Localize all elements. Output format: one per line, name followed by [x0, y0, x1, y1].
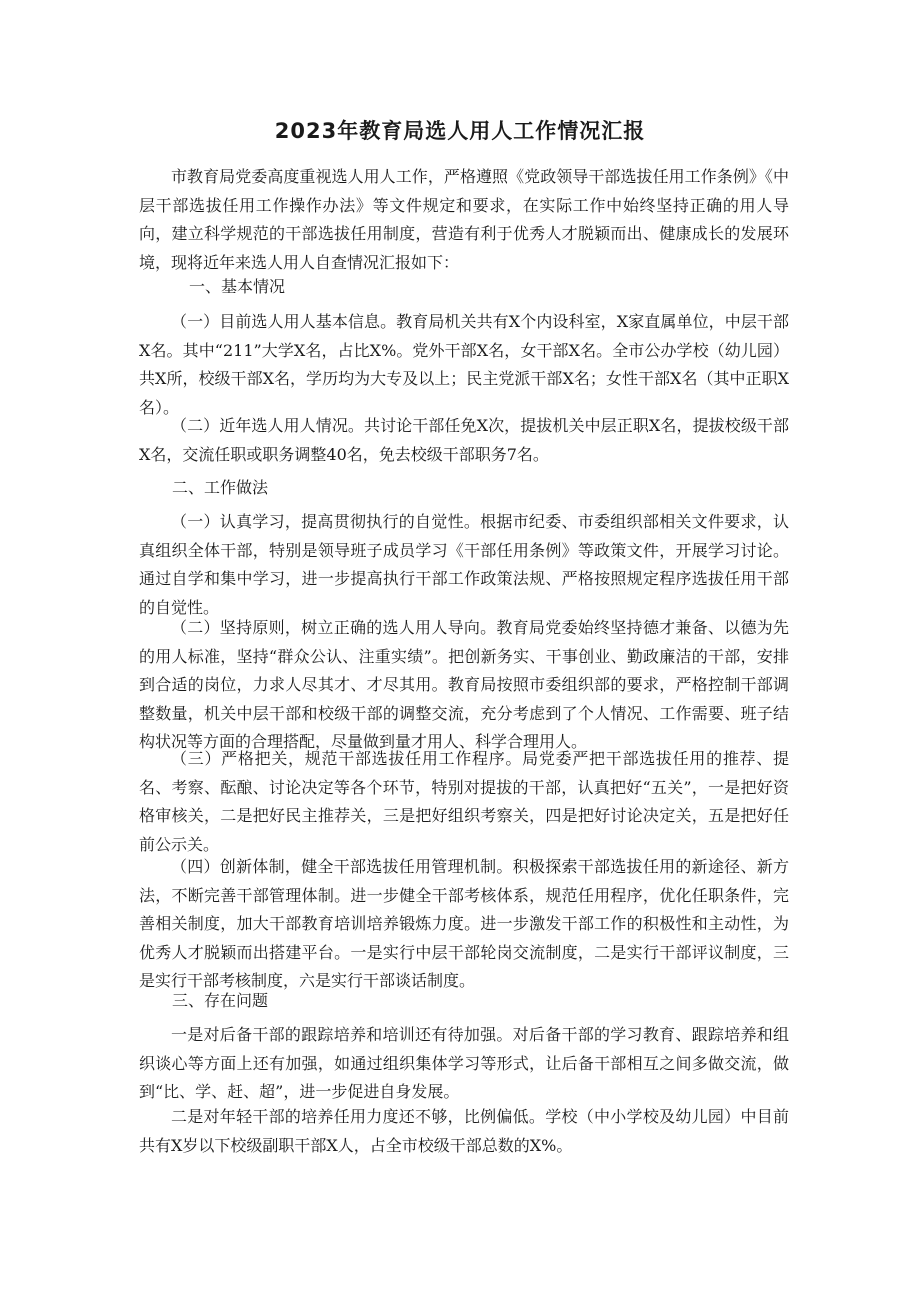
intro-paragraph: 市教育局党委高度重视选人用人工作，严格遵照《党政领导干部选拔任用工作条例》《中层干部选拔任用工作操作办法》等文件规定和要求，在实际工作中始终坚持正确的用人导向，建立科学规范的干部选拔任用制度，营造有利于优秀人才脱颖而出、健康成长的发展环境，现将近年来选人用人自查情况汇报如下：: [139, 167, 789, 272]
paragraph-innovation: （四）创新体制，健全干部选拔任用管理机制。积极探索干部选拔任用的新途径、新方法，不断完善干部管理体制。进一步健全干部考核体系，规范任用程序，优化任职条件，完善相关制度，加大干部教育培训培养锻炼力度。进一步激发干部工作的积极性和主动性，为优秀人才脱颖而出搭建平台。一是实行中层干部轮岗交流制度，二是实行干部评议制度，三是实行干部考核制度，六是实行干部谈话制度。: [139, 857, 789, 991]
section-heading-practices: 二、工作做法: [172, 478, 269, 497]
paragraph-young-cadres: 二是对年轻干部的培养任用力度还不够，比例偏低。学校（中小学校及幼儿园）中目前共有X岁以下校级副职干部X人，占全市校级干部总数的X%。: [139, 1107, 789, 1155]
paragraph-principles: （二）坚持原则，树立正确的选人用人导向。教育局党委始终坚持德才兼备、以德为先的用人标准，坚持“群众公认、注重实绩”。把创新务实、干事创业、勤政廉洁的干部，安排到合适的岗位，力求人尽其才、才尽其用。教育局按照市委组织部的要求，严格控制干部调整数量，机关中层干部和校级干部的调整交流，充分考虑到了个人情况、工作需要、班子结构状况等方面的合理搭配，尽量做到量才用人、科学合理用人。: [139, 618, 789, 752]
paragraph-reserve-cadres: 一是对后备干部的跟踪培养和培训还有待加强。对后备干部的学习教育、跟踪培养和组织谈心等方面上还有加强，如通过组织集体学习等形式，让后备干部相互之间多做交流，做到“比、学、赶、超”，进一步促进自身发展。: [139, 1025, 789, 1102]
paragraph-basic-info: （一）目前选人用人基本信息。教育局机关共有X个内设科室，X家直属单位，中层干部X名。其中“211”大学X名，占比X%。党外干部X名，女干部X名。全市公办学校（幼儿园）共X所，校级干部X名，学历均为大专及以上；民主党派干部X名；女性干部X名（其中正职X名）。: [139, 312, 789, 417]
section-heading-basic: 一、基本情况: [189, 277, 286, 296]
section-heading-problems: 三、存在问题: [172, 991, 269, 1010]
paragraph-recent-appointments: （二）近年选人用人情况。共讨论干部任免X次，提拔机关中层正职X名，提拔校级干部X名，交流任职或职务调整40名，免去校级干部职务7名。: [139, 416, 789, 464]
paragraph-procedures: （三）严格把关，规范干部选拔任用工作程序。局党委严把干部选拔任用的推荐、提名、考察、酝酿、讨论决定等各个环节，特别对提拔的干部，认真把好“五关”，一是把好资格审核关，二是把好民主推荐关，三是把好组织考察关，四是把好讨论决定关，五是把好任前公示关。: [139, 749, 789, 854]
paragraph-study: （一）认真学习，提高贯彻执行的自觉性。根据市纪委、市委组织部相关文件要求，认真组织全体干部，特别是领导班子成员学习《干部任用条例》等政策文件，开展学习讨论。通过自学和集中学习，进一步提高执行干部工作政策法规、严格按照规定程序选拔任用干部的自觉性。: [139, 512, 789, 617]
document-title: 2023年教育局选人用人工作情况汇报: [274, 119, 646, 143]
